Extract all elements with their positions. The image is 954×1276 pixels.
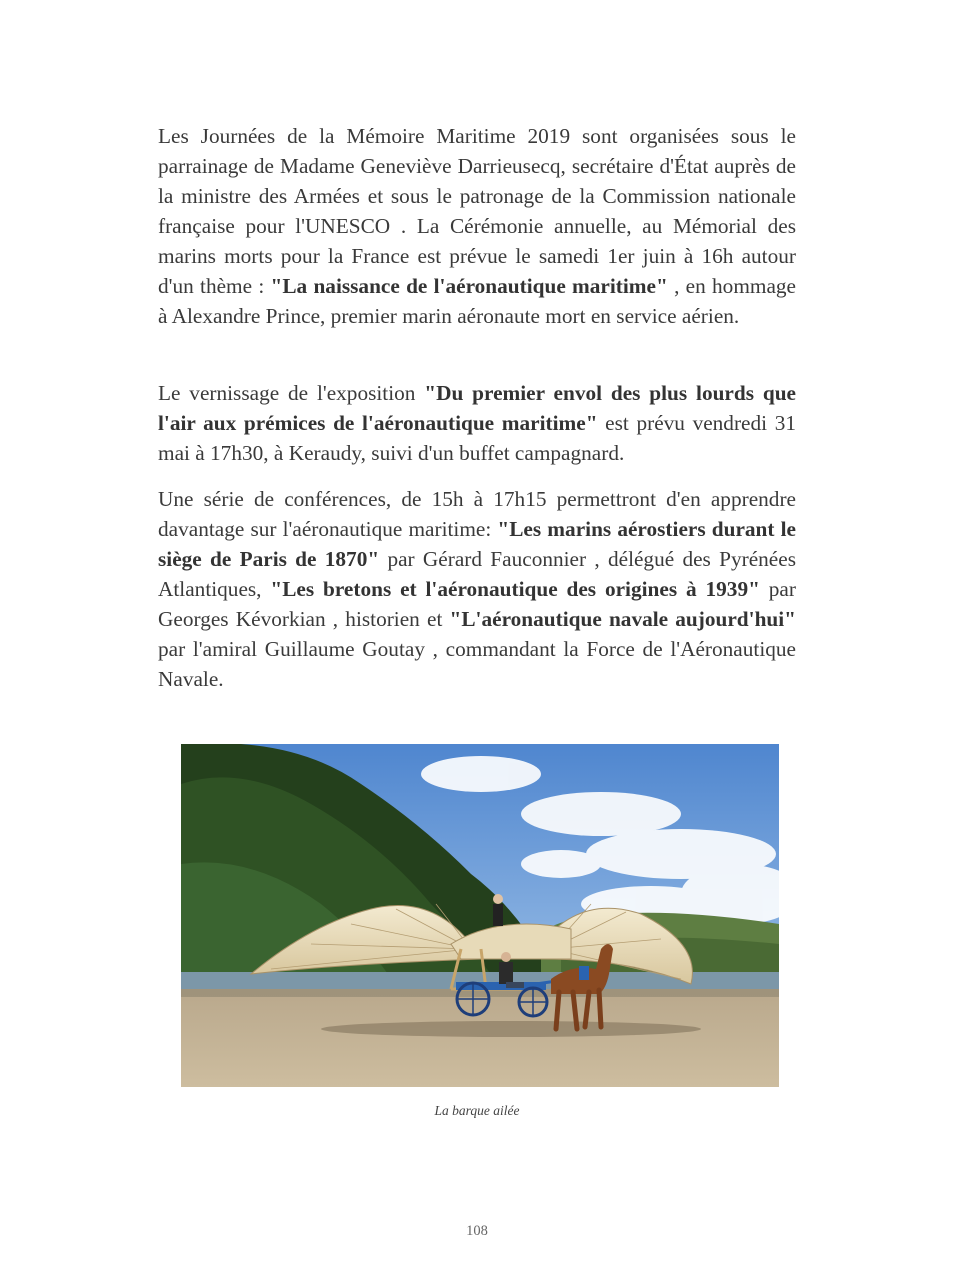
bold-conference-title-1: "Les marins aérostiers durant le siège de Paris de 1870" — [158, 517, 796, 571]
text-run: Une série de conférences, de 15h à 17h15 permettront d'en apprendre davantage sur l'aéronautique maritime: — [158, 487, 796, 541]
text-run: est prévu vendredi 31 mai à 17h30, à Keraudy, suivi d'un buffet campagnard. — [158, 411, 796, 465]
paragraph-1-text — [158, 121, 796, 331]
text-run: par l'amiral Guillaume Goutay , commandant la Force de l'Aéronautique Navale. — [158, 637, 796, 691]
text-run: , en hommage à Alexandre Prince, premier marin aéronaute mort en service aérien. — [158, 274, 797, 328]
bold-theme-title: "La naissance de l'aéronautique maritime" — [270, 274, 668, 298]
paragraph-2 — [158, 378, 796, 468]
bold-conference-title-2: "Les bretons et l'aéronautique des origines à 1939" — [270, 577, 760, 601]
text-run: par Gérard Fauconnier , délégué des Pyrénées Atlantiques, — [158, 547, 796, 601]
paragraph-3-text — [158, 484, 796, 694]
figure-caption: La barque ailée — [434, 1103, 520, 1118]
page-number: 108 — [466, 1223, 488, 1239]
paragraph-2-text — [158, 378, 796, 468]
paragraph-3 — [158, 484, 796, 694]
text-run: Le vernissage de l'exposition — [158, 381, 425, 405]
photo-illustration — [181, 744, 779, 1087]
bold-conference-title-3: "L'aéronautique navale aujourd'hui" — [449, 607, 796, 631]
paragraph-1 — [158, 121, 796, 331]
text-run: par Georges Kévorkian , historien et — [158, 577, 796, 631]
text-run: Les Journées de la Mémoire Maritime 2019 sont organisées sous le parrainage de Madame Geneviève Darrieusecq, secrétaire d'État auprès de la ministre des Armées et sous le patronage de la Commission nationale française pour l'UNESCO . La Cérémonie annuelle, au Mémorial des marins morts pour la France est prévue le samedi 1er juin à 16h autour d'un thème : — [158, 124, 796, 298]
photo-winged-carriage — [181, 744, 779, 1087]
bold-exhibition-title: "Du premier envol des plus lourds que l'air aux prémices de l'aéronautique maritime" — [158, 381, 796, 435]
